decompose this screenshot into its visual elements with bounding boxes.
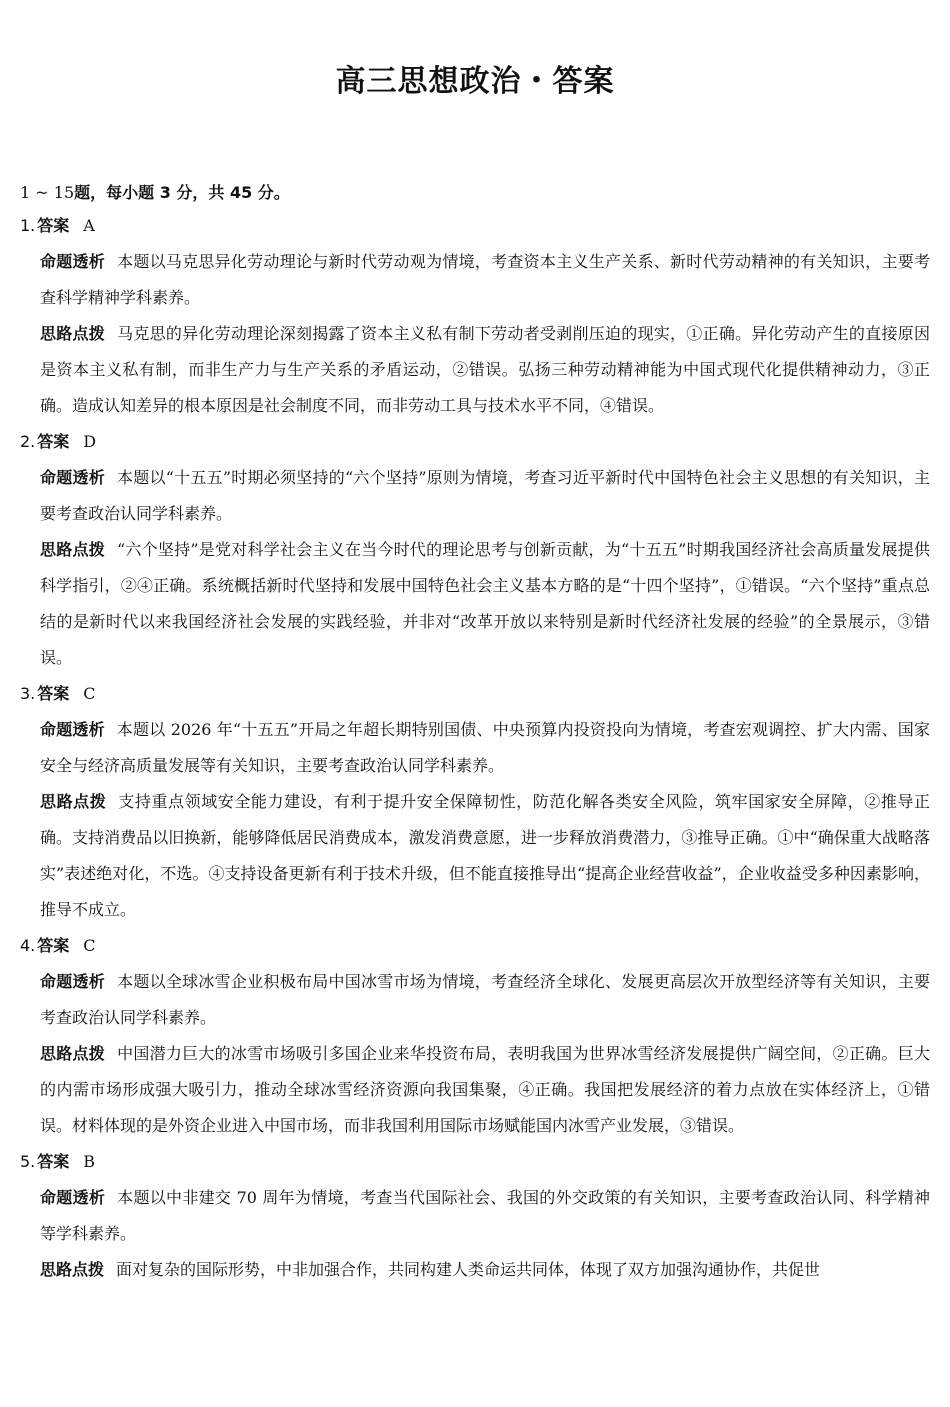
score-intro: [20, 178, 930, 208]
question-block-5: [20, 1144, 930, 1288]
answer-value: D: [83, 432, 97, 451]
answer-value: B: [83, 1152, 96, 1171]
score-intro-text: 题，每小题 3 分，共 45 分。: [74, 183, 290, 202]
page-title: 高三思想政治・答案: [335, 64, 615, 99]
hint-label: 思路点拨: [40, 1260, 105, 1279]
hint-text: “六个坚持”是党对科学社会主义在当今时代的理论思考与创新贡献，为“十五五”时期我国经济社会高质量发展提供科学指引，②④正确。系统概括新时代坚持和发展中国特色社会主义基本方略的是“十四个坚持”，①错误。“六个坚持”重点总结的是新时代以来我国经济社会发展的实践经验，并非对“改革开放以来特别是新时代经济社发展的经验”的全景展示，③错误。: [40, 540, 930, 667]
analysis-label: 命题透析: [40, 252, 106, 271]
analysis-text: 本题以全球冰雪企业积极布局中国冰雪市场为情境，考查经济全球化、发展更高层次开放型经济等有关知识，主要考查政治认同学科素养。: [40, 972, 930, 1027]
question-block-1: [20, 208, 930, 424]
analysis-text: 本题以“十五五”时期必须坚持的“六个坚持”原则为情境，考查习近平新时代中国特色社会主义思想的有关知识，主要考查政治认同学科素养。: [40, 468, 930, 523]
answer-label: 答案: [37, 936, 70, 955]
answer-value: C: [83, 936, 96, 955]
hint-label: 思路点拨: [40, 324, 106, 343]
hint-text: 面对复杂的国际形势，中非加强合作，共同构建人类命运共同体，体现了双方加强沟通协作，共促世: [116, 1260, 821, 1279]
analysis-label: 命题透析: [40, 1188, 106, 1207]
hint-paragraph: [40, 316, 930, 424]
answer-label: 答案: [37, 684, 70, 703]
hint-label: 思路点拨: [40, 792, 107, 811]
question-header: [20, 208, 930, 244]
question-block-3: [20, 676, 930, 928]
question-header: [20, 928, 930, 964]
answer-label: 答案: [37, 216, 70, 235]
hint-paragraph: [40, 1036, 930, 1144]
hint-paragraph: [40, 1252, 930, 1288]
hint-paragraph: [40, 784, 930, 928]
question-header: [20, 676, 930, 712]
question-number: 5.: [20, 1152, 36, 1171]
answer-content: [20, 178, 930, 1288]
question-range: 1 ~ 15: [20, 183, 75, 202]
answer-label: 答案: [37, 1152, 70, 1171]
analysis-label: 命题透析: [40, 720, 105, 739]
analysis-paragraph: [40, 712, 930, 784]
question-block-4: [20, 928, 930, 1144]
analysis-paragraph: [40, 460, 930, 532]
hint-text: 支持重点领域安全能力建设，有利于提升安全保障韧性，防范化解各类安全风险，筑牢国家安全屏障，②推导正确。支持消费品以旧换新，能够降低居民消费成本，激发消费意愿，进一步释放消费潜力，③推导正确。①中“确保重大战略落实”表述绝对化，不选。④支持设备更新有利于技术升级，但不能直接推导出“提高企业经营收益”，企业收益受多种因素影响，推导不成立。: [40, 792, 930, 919]
analysis-text: 本题以中非建交 70 周年为情境，考查当代国际社会、我国的外交政策的有关知识，主要考查政治认同、科学精神等学科素养。: [40, 1188, 930, 1243]
question-header: [20, 424, 930, 460]
analysis-text: 本题以马克思异化劳动理论与新时代劳动观为情境，考查资本主义生产关系、新时代劳动精神的有关知识，主要考查科学精神学科素养。: [40, 252, 930, 307]
analysis-paragraph: [40, 1180, 930, 1252]
question-number: 2.: [20, 432, 36, 451]
analysis-label: 命题透析: [40, 972, 106, 991]
analysis-label: 命题透析: [40, 468, 105, 487]
answer-label: 答案: [37, 432, 70, 451]
analysis-paragraph: [40, 964, 930, 1036]
analysis-text: 本题以 2026 年“十五五”开局之年超长期特别国债、中央预算内投资投向为情境，考查宏观调控、扩大内需、国家安全与经济高质量发展等有关知识，主要考查政治认同学科素养。: [40, 720, 930, 775]
hint-label: 思路点拨: [40, 540, 105, 559]
hint-text: 马克思的异化劳动理论深刻揭露了资本主义私有制下劳动者受剥削压迫的现实，①正确。异化劳动产生的直接原因是资本主义私有制，而非生产力与生产关系的矛盾运动，②错误。弘扬三种劳动精神能为中国式现代化提供精神动力，③正确。造成认知差异的根本原因是社会制度不同，而非劳动工具与技术水平不同，④错误。: [40, 324, 930, 415]
question-header: [20, 1144, 930, 1180]
answer-value: A: [83, 216, 95, 235]
question-number: 1.: [20, 216, 36, 235]
question-number: 3.: [20, 684, 36, 703]
hint-text: 中国潜力巨大的冰雪市场吸引多国企业来华投资布局，表明我国为世界冰雪经济发展提供广阔空间，②正确。巨大的内需市场形成强大吸引力，推动全球冰雪经济资源向我国集聚，④正确。我国把发展经济的着力点放在实体经济上，①错误。材料体现的是外资企业进入中国市场，而非我国利用国际市场赋能国内冰雪产业发展，③错误。: [40, 1044, 930, 1135]
question-block-2: [20, 424, 930, 676]
analysis-paragraph: [40, 244, 930, 316]
hint-paragraph: [40, 532, 930, 676]
question-number: 4.: [20, 936, 36, 955]
hint-label: 思路点拨: [40, 1044, 106, 1063]
answer-value: C: [83, 684, 96, 703]
